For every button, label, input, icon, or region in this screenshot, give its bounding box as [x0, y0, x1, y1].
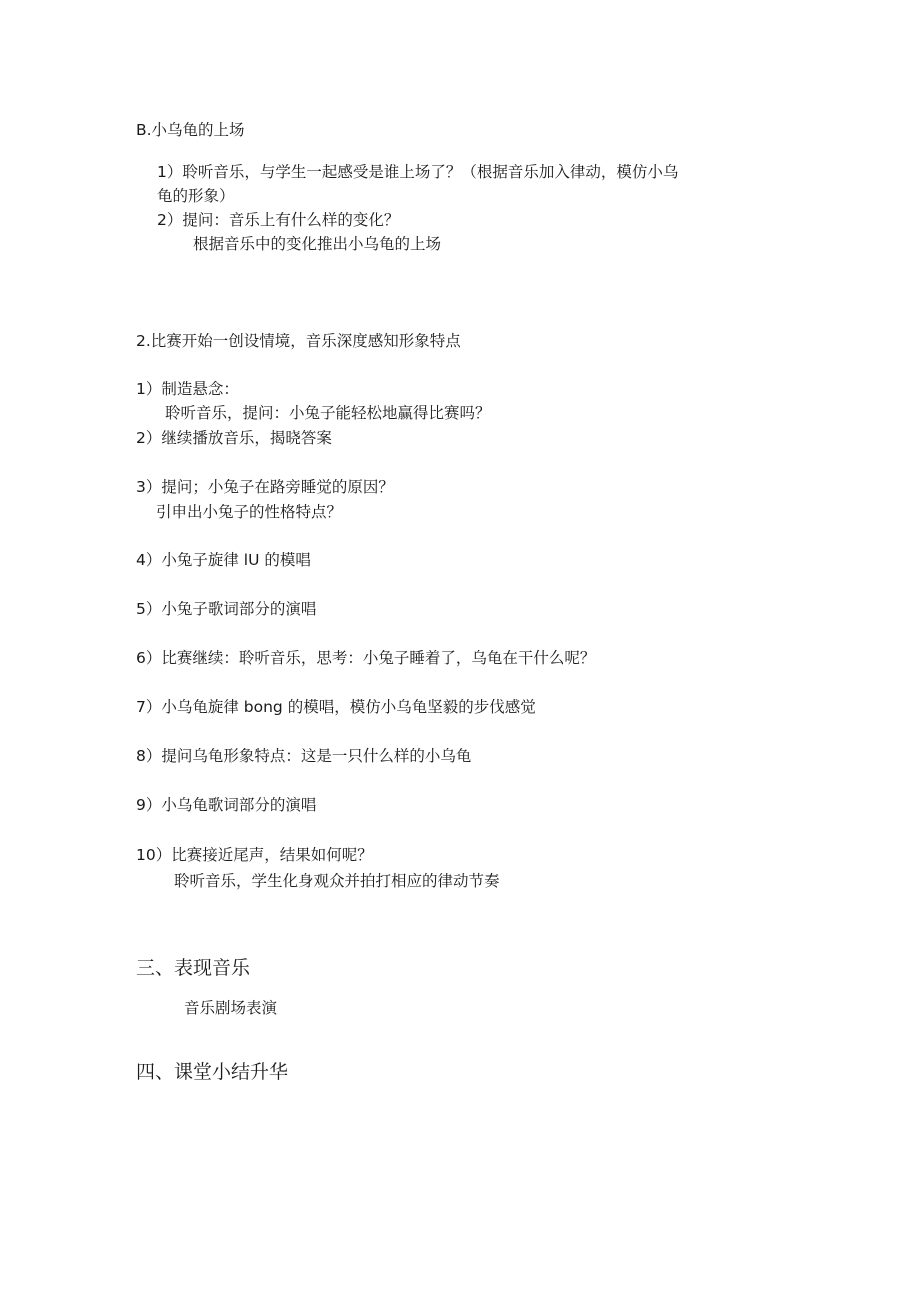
list-item: 聆听音乐，提问：小兔子能轻松地赢得比赛吗？ [165, 404, 491, 422]
section-b-title: B.小乌龟的上场 [136, 121, 245, 139]
section-b-item-2: 2）提问：音乐上有什么样的变化？ [157, 211, 400, 229]
section-b-item-2-sub: 根据音乐中的变化推出小乌龟的上场 [193, 235, 442, 253]
list-item: 引申出小兔子的性格特点？ [156, 503, 343, 521]
list-item: 4）小兔子旋律 lU 的模唱 [136, 551, 311, 569]
section-3-heading: 三、表现音乐 [136, 957, 251, 979]
list-item: 10）比赛接近尾声，结果如何呢？ [136, 846, 373, 864]
section-b-item-1-line-1: 1）聆听音乐，与学生一起感受是谁上场了？（根据音乐加入律动，模仿小乌 [157, 163, 679, 181]
list-item: 3）提问；小兔子在路旁睡觉的原因？ [136, 478, 394, 496]
list-item: 6）比赛继续：聆听音乐，思考：小兔子睡着了，乌龟在干什么呢？ [136, 649, 596, 667]
section-4-heading: 四、课堂小结升华 [136, 1061, 289, 1083]
list-item: 5）小兔子歌词部分的演唱 [136, 600, 317, 618]
section-3-sub: 音乐剧场表演 [184, 999, 278, 1017]
list-item: 聆听音乐，学生化身观众并拍打相应的律动节奏 [174, 872, 500, 890]
list-item: 2）继续播放音乐，揭晓答案 [136, 429, 332, 447]
list-item: 8）提问乌龟形象特点：这是一只什么样的小乌龟 [136, 747, 472, 765]
section-2-title: 2.比赛开始一创设情境，音乐深度感知形象特点 [136, 332, 461, 350]
section-b-item-1-line-2: 龟的形象） [157, 187, 235, 205]
list-item: 7）小乌龟旋律 bong 的模唱，模仿小乌龟坚毅的步伐感觉 [136, 698, 536, 716]
list-item: 1）制造悬念： [136, 380, 239, 398]
list-item: 9）小乌龟歌词部分的演唱 [136, 796, 317, 814]
